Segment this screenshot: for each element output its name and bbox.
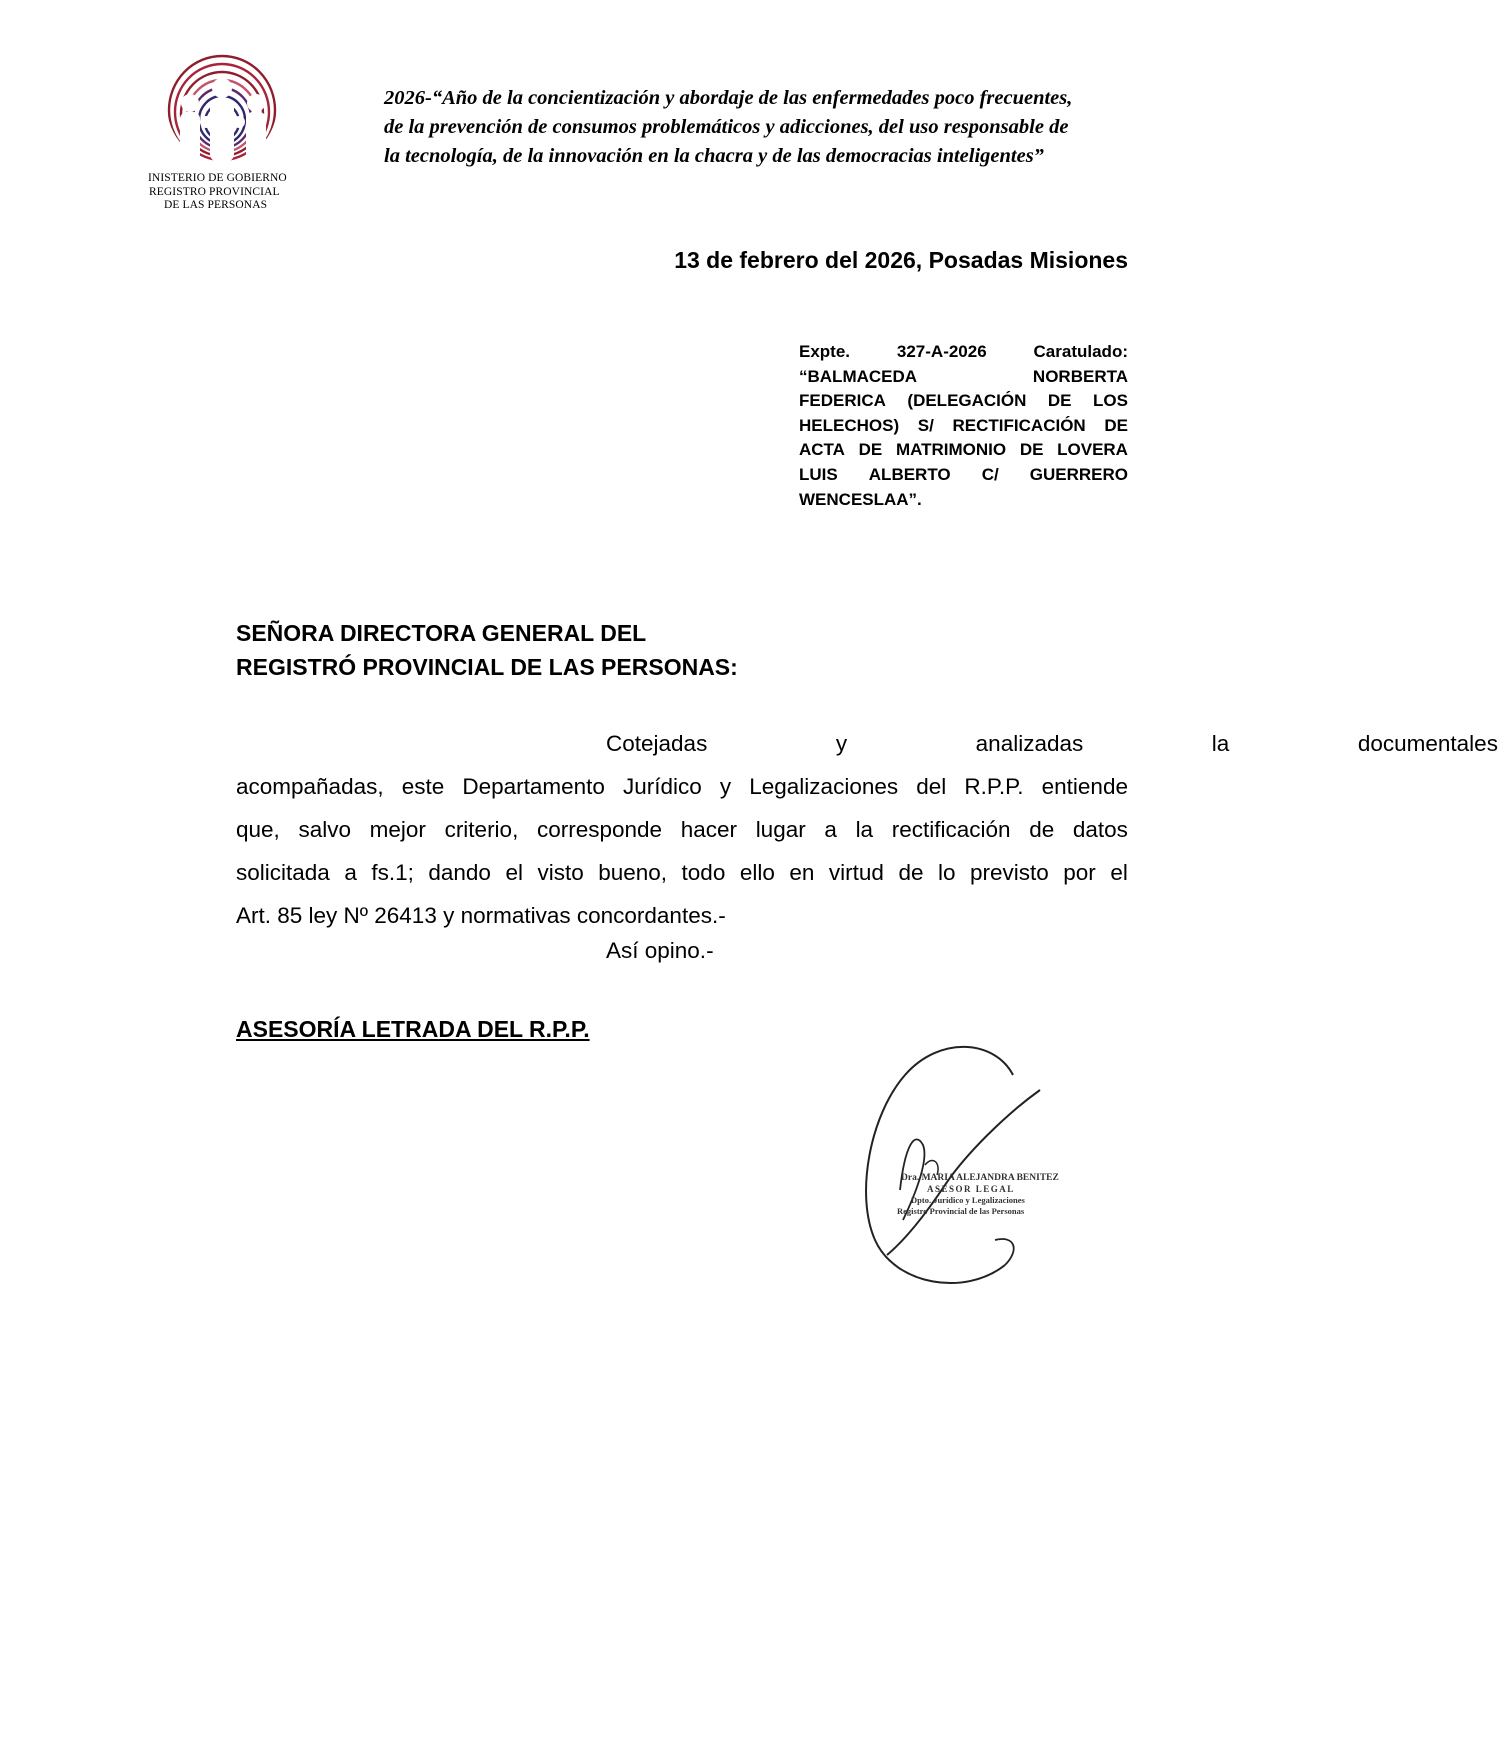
signoff-title: ASESORÍA LETRADA DEL R.P.P.: [236, 1016, 590, 1042]
word: DE: [1047, 391, 1072, 411]
word: DE: [1104, 415, 1128, 435]
addressee: [236, 616, 738, 684]
word: (DELEGACIÓN: [907, 391, 1027, 411]
word: datos: [1072, 817, 1128, 842]
registro-logo-icon: [160, 48, 290, 166]
handwritten-signature-icon: [845, 1035, 1059, 1300]
expediente-caption: [799, 340, 1128, 512]
body-line: Art. 85 ley Nº 26413 y normativas concordantes.-: [236, 903, 726, 928]
expediente-line: [799, 438, 1128, 463]
word: rectificación: [891, 817, 1011, 842]
word: LOVERA: [1057, 440, 1128, 460]
word: que,: [236, 817, 280, 842]
addressee-line: REGISTRÓ PROVINCIAL DE LAS PERSONAS:: [236, 654, 738, 680]
word: visto: [537, 860, 584, 885]
word: virtud: [828, 860, 884, 885]
body-line: [236, 851, 1128, 894]
word: fs.1;: [371, 860, 414, 885]
body-line: [236, 808, 1128, 851]
word: LOS: [1093, 391, 1128, 411]
expediente-line: [799, 414, 1128, 439]
word: este: [401, 774, 445, 799]
word: el: [505, 860, 523, 885]
word: lugar: [755, 817, 806, 842]
motto-line: 2026-“Año de la concientización y abordaje de las enfermedades poco frecuentes,: [384, 87, 1073, 109]
signature-stamp: [845, 1035, 1059, 1300]
ministry-line: REGISTRO PROVINCIAL: [149, 185, 280, 198]
word: acompañadas,: [236, 774, 384, 799]
word: FEDERICA: [799, 391, 886, 411]
ministry-line: INISTERIO DE GOBIERNO: [148, 172, 287, 184]
word: documentales: [1357, 731, 1498, 756]
word: Legalizaciones: [749, 774, 899, 799]
motto-line: la tecnología, de la innovación en la chacra y de las democracias inteligentes”: [384, 145, 1044, 167]
expediente-line: [799, 365, 1128, 390]
word: previsto: [969, 860, 1049, 885]
word: NORBERTA: [1032, 366, 1128, 386]
word: el: [1110, 860, 1128, 885]
date-line: 13 de febrero del 2026, Posadas Misiones: [674, 247, 1128, 273]
word: Expte.: [799, 342, 851, 361]
word: y: [719, 774, 732, 799]
stamp-name: Dra. MARIA ALEJANDRA BENITEZ: [901, 1173, 1059, 1183]
word: LUIS: [799, 464, 838, 484]
motto-line: de la prevención de consumos problemáticos y adicciones, del uso responsable de: [384, 116, 1069, 138]
closing-phrase: Así opino.-: [606, 938, 714, 963]
word: Jurídico: [623, 774, 702, 799]
word: corresponde: [536, 817, 663, 842]
addressee-line: SEÑORA DIRECTORA GENERAL DEL: [236, 620, 647, 646]
word: DE: [858, 440, 883, 460]
word: HELECHOS): [799, 415, 900, 435]
word: dando: [428, 860, 491, 885]
word: a: [824, 817, 837, 842]
word: MATRIMONIO: [895, 440, 1007, 460]
word: la: [855, 817, 874, 842]
word: mejor: [369, 817, 426, 842]
word: en: [789, 860, 815, 885]
word: S/: [917, 415, 934, 435]
ministry-line: DE LAS PERSONAS: [164, 199, 268, 211]
year-motto: [384, 84, 1164, 171]
expediente-line: [799, 389, 1128, 414]
word: DE: [1019, 440, 1044, 460]
word: RECTIFICACIÓN: [952, 415, 1086, 435]
body-line: [236, 765, 1128, 808]
word: y: [835, 731, 848, 756]
word: a: [344, 860, 357, 885]
expediente-line: [799, 463, 1128, 488]
word: criterio,: [444, 817, 519, 842]
word: 327-A-2026: [896, 342, 987, 361]
body-paragraph: [236, 722, 1498, 937]
word: ALBERTO: [868, 464, 951, 484]
expediente-line: WENCESLAA”.: [799, 489, 922, 509]
word: Departamento: [462, 774, 605, 799]
word: R.P.P.: [964, 774, 1024, 799]
word: analizadas: [975, 731, 1084, 756]
word: bueno,: [598, 860, 668, 885]
word: ACTA: [799, 440, 845, 460]
word: salvo: [298, 817, 351, 842]
word: ello: [739, 860, 775, 885]
word: entiende: [1041, 774, 1128, 799]
word: de: [898, 860, 924, 885]
word: Cotejadas: [606, 731, 708, 756]
fingerprint-family-icon: [160, 48, 290, 166]
word: “BALMACEDA: [799, 366, 918, 386]
word: por: [1063, 860, 1096, 885]
word: hacer: [680, 817, 738, 842]
word: GUERRERO: [1029, 464, 1128, 484]
body-line: [236, 722, 1498, 765]
word: todo: [681, 860, 726, 885]
word: la: [1211, 731, 1230, 756]
word: Caratulado:: [1033, 342, 1128, 361]
ministry-block: [148, 172, 318, 213]
word: de: [1029, 817, 1055, 842]
word: del: [916, 774, 947, 799]
stamp-title: ASESOR LEGAL: [927, 1184, 1015, 1194]
word: solicitada: [236, 860, 330, 885]
stamp-registry: Registro Provincial de las Personas: [897, 1206, 1025, 1216]
expediente-line: [799, 340, 1128, 365]
word: C/: [981, 464, 999, 484]
stamp-department: Dpto. Jurídico y Legalizaciones: [911, 1195, 1025, 1205]
word: lo: [937, 860, 956, 885]
